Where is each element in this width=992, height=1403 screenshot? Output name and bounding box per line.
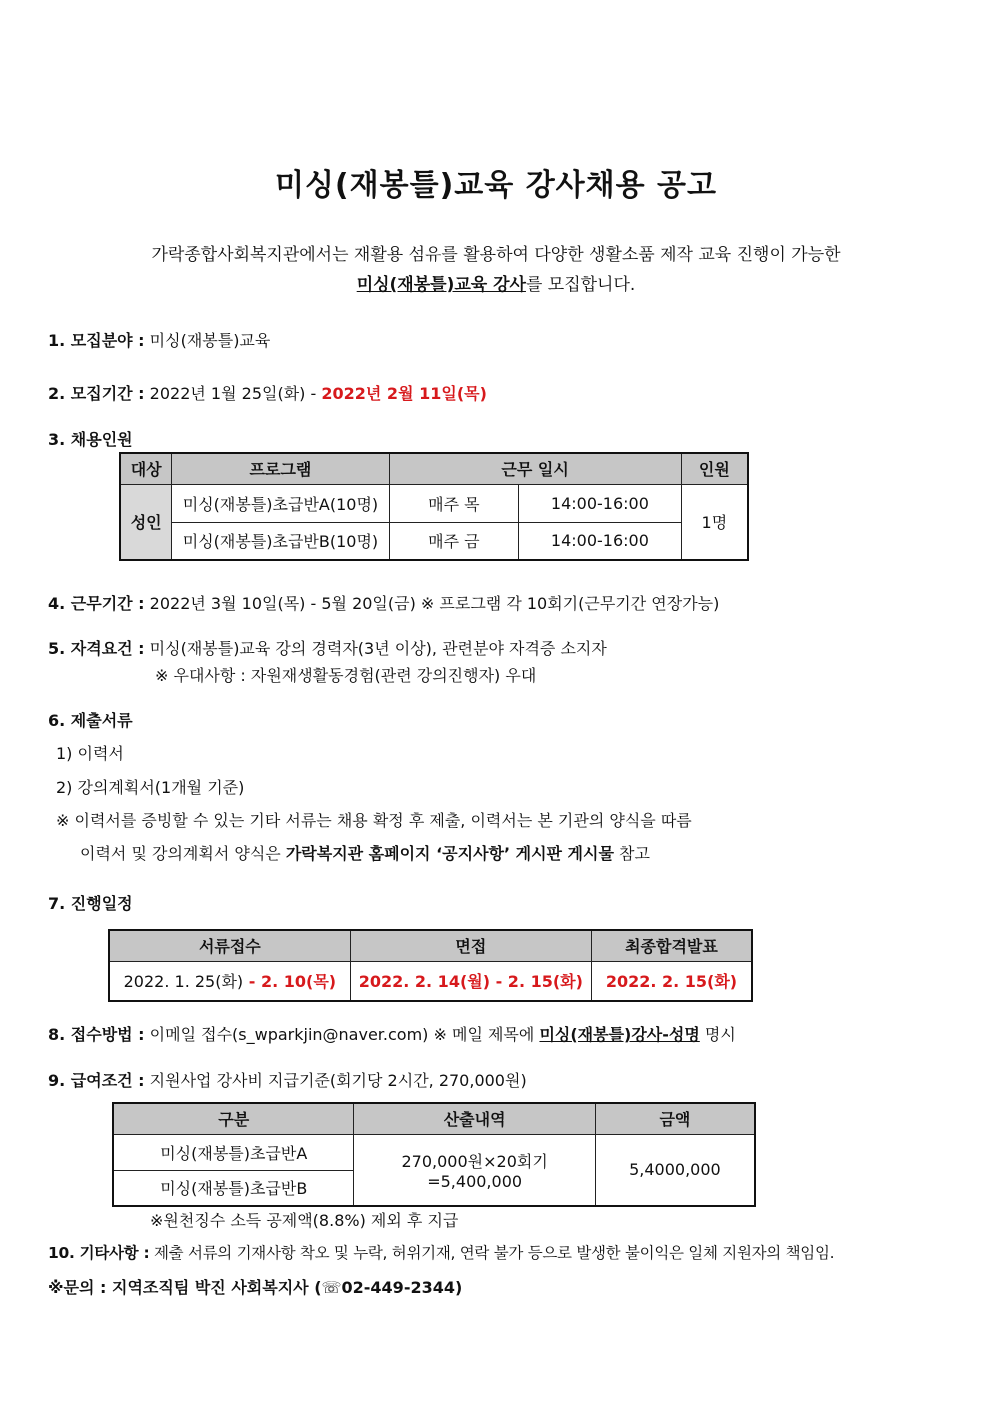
- interview-cell: 2022. 2. 14(월) - 2. 15(화): [350, 961, 591, 1001]
- type-cell-b: 미싱(재봉틀)초급반B: [113, 1170, 354, 1206]
- section-8-value: 이메일 접수(s_wparkjin@naver.com) ※ 메일 제목에: [149, 1025, 540, 1044]
- section-8: [48, 1022, 736, 1045]
- amount-cell: 5,4000,000: [595, 1134, 755, 1206]
- section-1-value: 미싱(재봉틀)교육: [149, 331, 271, 350]
- section-3-label: 3. 채용인원: [48, 430, 133, 449]
- section-5-label: 5. 자격요건 :: [48, 639, 145, 658]
- table-row: [113, 1134, 755, 1170]
- section-4-label: 4. 근무기간 :: [48, 594, 145, 613]
- intro-rest: 를 모집합니다.: [525, 275, 636, 295]
- salary-table: [112, 1102, 756, 1207]
- section-8-label: 8. 접수방법 :: [48, 1025, 145, 1044]
- schedule-table: [108, 929, 753, 1002]
- header-schedule: 근무 일시: [389, 453, 681, 484]
- table-row: [120, 484, 748, 522]
- section-8-emphasis: 미싱(재봉틀)강사-성명: [539, 1025, 700, 1044]
- section-6-item-2: 2) 강의계획서(1개월 기준): [56, 778, 245, 797]
- table-row: [109, 961, 752, 1001]
- time-cell: 14:00-16:00: [519, 484, 682, 522]
- intro-line-2: [0, 270, 992, 295]
- header-type: 구분: [113, 1103, 354, 1134]
- note-2-rest: 참고: [613, 844, 650, 863]
- section-2-start: 2022년 1월 25일(화) -: [149, 384, 317, 403]
- header-calc: 산출내역: [354, 1103, 595, 1134]
- intro-line-1: 가락종합사회복지관에서는 재활용 섬유를 활용하여 다양한 생활소품 제작 교육 진행이 가능한: [151, 245, 841, 265]
- docs-start: 2022. 1. 25(화): [123, 972, 244, 992]
- section-2: [48, 381, 487, 404]
- target-cell: 성인: [120, 484, 172, 560]
- section-8-rest: 명시: [699, 1025, 736, 1044]
- page-title: 미싱(재봉틀)교육 강사채용 공고: [274, 168, 718, 203]
- section-2-end: 2022년 2월 11일(목): [321, 384, 487, 403]
- note-2-emphasis: 가락복지관 홈페이지 ‘공지사항’ 게시판 게시물: [285, 844, 614, 863]
- intro-emphasis: 미싱(재봉틀)교육 강사: [356, 275, 526, 295]
- program-cell: 미싱(재봉틀)초급반A(10명): [172, 484, 389, 522]
- count-cell: 1명: [681, 484, 748, 560]
- section-9-value: 지원사업 강사비 지급기준(회기당 2시간, 270,000원): [149, 1071, 527, 1090]
- header-program: 프로그램: [172, 453, 389, 484]
- docs-cell: [109, 961, 350, 1001]
- header-count: 인원: [681, 453, 748, 484]
- section-9-note: ※원천징수 소득 공제액(8.8%) 제외 후 지급: [150, 1211, 459, 1230]
- section-10-label: 10. 기타사항 :: [48, 1244, 150, 1262]
- section-9: [48, 1068, 527, 1091]
- section-4: [48, 591, 719, 614]
- calc-cell: 270,000원×20회기=5,400,000: [354, 1134, 595, 1206]
- section-4-value: 2022년 3월 10일(목) - 5월 20일(금) ※ 프로그램 각 10회기(근무기간 연장가능): [149, 594, 720, 613]
- header-docs: 서류접수: [109, 930, 350, 961]
- header-amount: 금액: [595, 1103, 755, 1134]
- contact-info: ※문의 : 지역조직팀 박진 사회복지사 (☏02-449-2344): [48, 1278, 463, 1297]
- docs-end: - 2. 10(목): [243, 972, 337, 992]
- section-6-item-1: 1) 이력서: [56, 744, 124, 763]
- header-target: 대상: [120, 453, 172, 484]
- section-1: [48, 328, 270, 351]
- header-interview: 면접: [350, 930, 591, 961]
- table-row: [120, 522, 748, 560]
- day-cell: 매주 목: [389, 484, 519, 522]
- section-7-label: 7. 진행일정: [48, 894, 133, 913]
- section-10: [48, 1241, 834, 1263]
- program-cell: 미싱(재봉틀)초급반B(10명): [172, 522, 389, 560]
- section-5-note: ※ 우대사항 : 자원재생활동경험(관련 강의진행자) 우대: [155, 666, 537, 685]
- note-2-text: 이력서 및 강의계획서 양식은: [80, 844, 286, 863]
- section-6-label: 6. 제출서류: [48, 711, 133, 730]
- section-5: [48, 636, 607, 659]
- section-10-value: 제출 서류의 기재사항 착오 및 누락, 허위기재, 연락 불가 등으로 발생한 불이익은 일체 지원자의 책임임.: [153, 1244, 835, 1262]
- staff-table: [119, 452, 749, 561]
- section-6-note-1: ※ 이력서를 증빙할 수 있는 기타 서류는 채용 확정 후 제출, 이력서는 본 기관의 양식을 따름: [56, 811, 692, 830]
- section-9-label: 9. 급여조건 :: [48, 1071, 145, 1090]
- time-cell: 14:00-16:00: [519, 522, 682, 560]
- section-1-label: 1. 모집분야 :: [48, 331, 145, 350]
- section-2-label: 2. 모집기간 :: [48, 384, 145, 403]
- type-cell-a: 미싱(재봉틀)초급반A: [113, 1134, 354, 1170]
- day-cell: 매주 금: [389, 522, 519, 560]
- section-6-note-2: [80, 841, 650, 864]
- header-final: 최종합격발표: [591, 930, 752, 961]
- final-cell: 2022. 2. 15(화): [591, 961, 752, 1001]
- section-5-value: 미싱(재봉틀)교육 강의 경력자(3년 이상), 관련분야 자격증 소지자: [149, 639, 607, 658]
